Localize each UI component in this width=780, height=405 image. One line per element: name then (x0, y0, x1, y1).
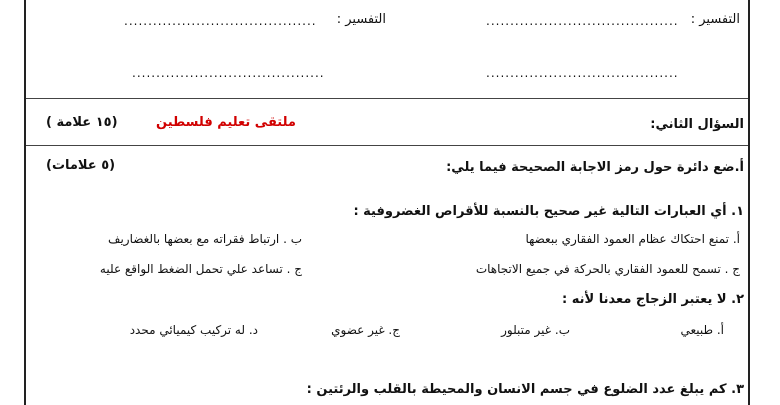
question-3-stem: ٣. كم يبلغ عدد الضلوع في جسم الانسان والمحيطة بالقلب والرئتين : (306, 382, 744, 397)
section-marks: (١٥ علامة ) (46, 115, 118, 130)
section-divider-2 (26, 145, 748, 146)
publisher-label: ملتقى تعليم فلسطين (156, 115, 296, 130)
interpretation-dots-right: ........................................ (486, 14, 679, 28)
interpretation-dots-right-2: ........................................ (486, 66, 679, 80)
question-1-stem: ١. أي العبارات التالية غير صحيح بالنسبة للأقراص الغضروفية : (353, 204, 744, 219)
question-1-option-d: ج . تساعد علي تحمل الضغط الواقع عليه (99, 262, 302, 276)
question-1-option-b: ب . ارتباط فقراته مع بعضها بالغضاريف (108, 232, 302, 246)
section-title: السؤال الثاني: (650, 117, 744, 132)
question-2-option-a: أ. طبيعي (680, 323, 724, 337)
question-2-option-b: ب. غير متبلور (501, 323, 570, 337)
part-a-instruction: أ.ضع دائرة حول رمز الاجابة الصحيحة فيما يلي: (446, 160, 744, 175)
question-1-option-a: أ. تمنع احتكاك عظام العمود الفقاري ببعضها (525, 232, 740, 246)
page-border-left (24, 0, 26, 405)
section-divider (26, 98, 748, 99)
question-2-stem: ٢. لا يعتبر الزجاج معدنا لأنه : (562, 292, 744, 307)
question-2-option-c: ج. غير عضوي (331, 323, 400, 337)
interpretation-dots-left: ........................................ (124, 14, 317, 28)
part-a-marks: (٥ علامات) (46, 158, 116, 173)
interpretation-label-left: التفسير : (336, 12, 386, 27)
interpretation-label-right: التفسير : (690, 12, 740, 27)
question-2-option-d: د. له تركيب كيميائي محدد (129, 323, 258, 337)
question-1-option-c: ج . تسمح للعمود الفقاري بالحركة في جميع الاتجاهات (475, 262, 740, 276)
interpretation-dots-left-2: ........................................ (132, 66, 325, 80)
page-border-right (748, 0, 750, 405)
